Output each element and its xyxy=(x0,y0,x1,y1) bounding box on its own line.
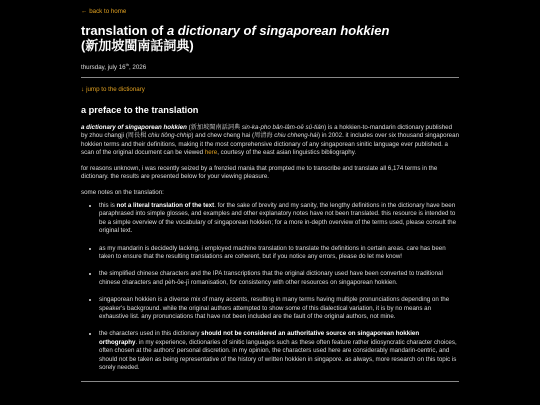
page-container xyxy=(81,0,459,382)
title-prefix: translation of xyxy=(81,23,167,38)
section-heading: a preface to the translation xyxy=(81,105,199,116)
title-chinese: (新加坡閩南話詞典) xyxy=(81,38,194,53)
note-text: this is xyxy=(99,201,117,209)
intro-text-d: ) in 2002. it includes over six thousand singaporean hokkien terms and their definitions, making it the most comprehensive dictionary of any singaporean sinitic language ever published. a scan of the original document can be viewed xyxy=(81,132,460,157)
scan-here-link[interactable]: here xyxy=(204,149,218,157)
back-to-home-link[interactable] xyxy=(81,8,459,15)
divider-top xyxy=(81,77,459,78)
post-date xyxy=(81,62,459,71)
dictionary-title: a dictionary of singaporean hokkien xyxy=(81,124,187,132)
title-italic: a dictionary of singaporean hokkien xyxy=(166,23,390,38)
intro-roman-1: sin-ka-pho bân-lâm-oē sû-tián xyxy=(241,124,325,132)
jump-to-dictionary-label: jump to the dictionary xyxy=(86,86,145,94)
list-item xyxy=(99,296,459,321)
intro-text-c: ) and chew cheng hai (周清海 xyxy=(191,132,275,140)
down-arrow-icon: ↓ xyxy=(81,86,85,94)
date-suffix: th xyxy=(125,62,129,67)
page-title xyxy=(81,23,459,53)
back-to-home-label: back to home xyxy=(89,8,127,15)
left-arrow-icon: ← xyxy=(81,8,88,15)
reasons-paragraph: for reasons unknown, i was recently seized by a frenzied mania that prompted me to transcribe and translate all 6,174 terms in the dictionary. the results are presented below for your viewing pleasure. xyxy=(81,164,438,181)
divider-bottom xyxy=(81,381,459,382)
note-text: . in my experience, dictionaries of sinitic languages such as these often feature rather idiosyncratic character choices, often chosen at the authors' personal discretion. in my opinion, the characters used here are considerably mandarin-centric, and should not be taken as being representative of the history of written hokkien in singapore. as always, more research on this topic is sorely needed. xyxy=(99,338,457,371)
note-bold: should not be considered an authoritative source on singaporean hokkien orthography xyxy=(99,330,420,346)
list-item xyxy=(99,270,459,287)
intro-paragraph xyxy=(81,124,459,158)
intro-text-a: (新加坡閩南話詞典 xyxy=(186,124,242,132)
date-prefix: thursday, july 16 xyxy=(81,64,126,72)
list-item xyxy=(99,330,459,372)
notes-intro: some notes on the translation: xyxy=(81,188,164,196)
note-text: the simplified chinese characters and the IPA transcriptions that the original dictionary used have been converted to traditional chinese characters and pe̍h-ōe-jī romanisation, for consistency with other resources on singaporean hokkien. xyxy=(99,270,443,286)
intro-roman-2: chiu tiông-chhip xyxy=(148,132,192,140)
note-text: singaporean hokkien is a diverse mix of many accents, resulting in many terms having multiple pronunciations depending on the speaker's background. while the original authors attempted to show some of this dialectical variation, it is by no means an exhaustive list. any pronunciations that have not been included are the fault of the original authors, not mine. xyxy=(99,296,450,320)
list-item xyxy=(99,202,459,236)
note-text: . for the sake of brevity and my sanity, the lengthy definitions in the dictionary have been paraphrased into simple glosses, and examples and other explanatory notes have not been translated. this resource is intended to be a simple overview of the vocabulary of singaporean hokkien; for a more in-depth overview of the terms used, please consult the original text. xyxy=(99,201,457,235)
note-text: the characters used in this dictionary xyxy=(99,330,202,338)
intro-text-e: , courtesy of the east asian linguistics bibliography. xyxy=(217,149,357,157)
note-bold: not a literal translation of the text xyxy=(116,201,215,209)
notes-list xyxy=(81,202,459,373)
intro-text-b: ) is a hokkien-to-mandarin dictionary published by zhou changji (周長楫 xyxy=(81,124,453,140)
intro-roman-3: chiu chheng-hái xyxy=(274,132,318,140)
list-item xyxy=(99,245,459,262)
jump-to-dictionary-link[interactable] xyxy=(81,86,459,93)
note-text: as my mandarin is decidedly lacking, i employed machine translation to translate the definitions in certain areas. care has been taken to ensure that the resulting translations are coherent, but if you notice any errors, please do let me know! xyxy=(99,244,446,260)
date-year: , 2026 xyxy=(128,64,147,72)
